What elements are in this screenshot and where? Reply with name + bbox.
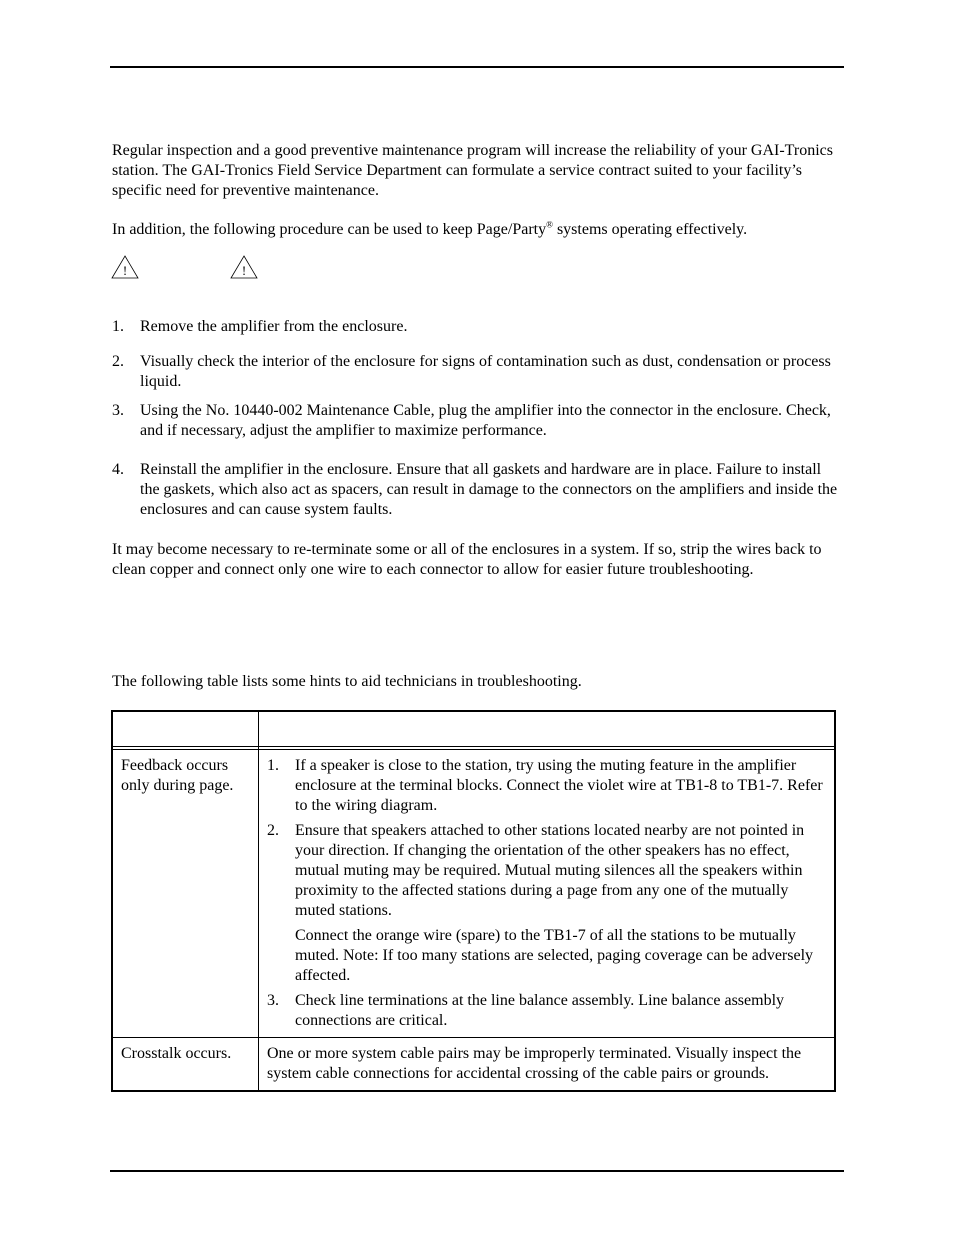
item-text: Ensure that speakers attached to other stations located nearby are not pointed in your direction. If changing the orientation of the other speakers has no effect, mutual muting may be required. Mutual muting silences all the speakers within proximity to the affected stations during a page from any one of the mutually muted stations.	[295, 822, 805, 919]
table-row	[113, 1038, 834, 1090]
step-text: Remove the amplifier from the enclosure.	[140, 318, 408, 335]
procedure-lead-text: In addition, the following procedure can be used to keep Page/Party	[112, 221, 547, 238]
list-item	[267, 991, 826, 1031]
step-text: Reinstall the amplifier in the enclosure. Ensure that all gaskets and hardware are in place. Failure to install the gaskets, which also act as spacers, can result in damage to the connectors on the amplifiers and inside the enclosures and can cause system faults.	[140, 461, 838, 518]
footer-rule	[110, 1170, 844, 1172]
procedure-lead-paragraph	[112, 220, 842, 240]
problem-cell: Feedback occurs only during page.	[113, 750, 259, 1038]
problem-cell: Crosstalk occurs.	[113, 1038, 259, 1090]
warning-triangle-icon	[111, 255, 139, 279]
table-header-row	[113, 712, 834, 747]
step-number: 2.	[112, 353, 124, 370]
warning-glyph: !	[241, 263, 247, 278]
table-header-cell	[259, 712, 834, 747]
solution-cell	[259, 750, 834, 1038]
troubleshooting-intro: The following table lists some hints to aid technicians in troubleshooting.	[112, 673, 582, 690]
warning-triangle-icon	[230, 255, 258, 279]
item-text: Check line terminations at the line balance assembly. Line balance assembly connections are critical.	[295, 992, 785, 1029]
step-number: 4.	[112, 461, 124, 478]
item-number: 1.	[267, 757, 279, 774]
registered-mark: ®	[546, 219, 553, 230]
item-number: 2.	[267, 822, 279, 839]
mutual-muting-note: Connect the orange wire (spare) to the TB1-7 of all the stations to be mutually muted. Note: If too many stations are selected, paging coverage can be adversely affected.	[295, 927, 814, 984]
step-number: 3.	[112, 402, 124, 419]
reterminate-paragraph: It may become necessary to re-terminate some or all of the enclosures in a system. If so, strip the wires back to clean copper and connect only one wire to each connector to allow for easier future troubleshooting.	[112, 541, 822, 578]
step-text: Using the No. 10440-002 Maintenance Cable, plug the amplifier into the connector in the enclosure. Check, and if necessary, adjust the amplifier to maximize performance.	[140, 402, 831, 439]
solution-cell: One or more system cable pairs may be improperly terminated. Visually inspect the system cable connections for accidental crossing of the cable pairs or grounds.	[267, 1045, 802, 1082]
list-item	[267, 756, 826, 816]
step-text: Visually check the interior of the enclosure for signs of contamination such as dust, condensation or process liquid.	[140, 353, 831, 390]
table-header-cell	[113, 712, 259, 747]
troubleshooting-table	[111, 710, 836, 1092]
warning-glyph: !	[122, 263, 128, 278]
step-number: 1.	[112, 318, 124, 335]
procedure-tail-text: systems operating effectively.	[552, 221, 748, 238]
maintenance-intro: Regular inspection and a good preventive maintenance program will increase the reliability of your GAI-Tronics station. The GAI-Tronics Field Service Department can formulate a service contract suited to your facility’s specific need for preventive maintenance.	[112, 142, 833, 199]
item-text: If a speaker is close to the station, try using the muting feature in the amplifier enclosure at the terminal blocks. Connect the violet wire at TB1-8 to TB1-7. Refer to the wiring diagram.	[295, 757, 823, 814]
item-number: 3.	[267, 992, 279, 1009]
list-item	[267, 821, 826, 921]
table-row	[113, 750, 834, 1038]
header-rule	[110, 66, 844, 68]
